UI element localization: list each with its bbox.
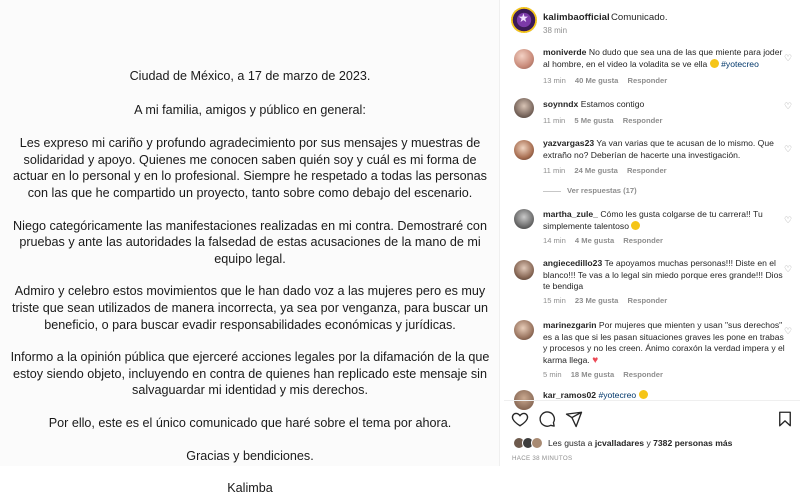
comment-text: No dudo que sea una de las que miente para joder al hombre, en el video la voladita se ve ella <box>543 47 783 69</box>
letter-paragraph-2: Niego categóricamente las manifestaciones realizadas en mi contra. Demostraré con pruebas y ante las autoridades la falsedad de estas acusaciones de la mano de mi equipo legal. <box>13 218 487 266</box>
share-icon <box>565 410 583 428</box>
comment-text: Te apoyamos muchas personas!!! Diste en el blanco!!! Te vas a lo legal sin miedo porque eres grande!!! Dios te bendiga <box>543 258 783 292</box>
commenter-username[interactable]: martha_zule_ <box>543 209 598 219</box>
like-comment-heart-icon[interactable]: ♡ <box>783 326 793 336</box>
liker-avatar <box>531 437 543 449</box>
comment-time: 15 min <box>543 296 566 305</box>
letter-paragraph-1: Les expreso mi cariño y profundo agradecimiento por sus mensajes y muestras de solidaridad y apoyo. Quienes me conocen saben quién soy y cuál es mi forma de actuar en lo personal y en lo profesional. Siempre he respetado a todas las personas con las que he compartido un proyecto, tanto sobre como debajo del escenario. <box>13 136 487 200</box>
statement-letter <box>0 68 500 497</box>
commenter-avatar[interactable] <box>514 140 534 160</box>
laughing-emoji-icon <box>710 59 719 68</box>
commenter-username[interactable]: moniverde <box>543 47 587 57</box>
comment-likes[interactable]: 24 Me gusta <box>574 166 618 175</box>
liker-username[interactable]: jcvalladares <box>594 438 645 448</box>
letter-date: Ciudad de México, a 17 de marzo de 2023. <box>129 69 371 83</box>
likers-avatars[interactable] <box>513 437 543 449</box>
comment-meta <box>543 296 674 305</box>
reply-button[interactable]: Responder <box>627 76 668 85</box>
commenter-avatar[interactable] <box>514 260 534 280</box>
praying-emoji-icon <box>639 390 648 399</box>
reply-button[interactable]: Responder <box>627 296 668 305</box>
commenter-avatar[interactable] <box>514 49 534 69</box>
like-comment-heart-icon[interactable]: ♡ <box>783 144 793 154</box>
comment-hashtag[interactable]: #yotecreo <box>721 58 759 69</box>
comment-button[interactable] <box>538 410 556 428</box>
comment-meta <box>543 116 669 125</box>
clapping-emoji-icon <box>631 221 640 230</box>
reply-button[interactable]: Responder <box>623 370 663 379</box>
caption-time: 38 min <box>543 26 568 35</box>
commenter-avatar[interactable] <box>514 320 534 340</box>
letter-closing: Gracias y bendiciones. <box>186 448 314 463</box>
heart-icon <box>511 410 529 428</box>
commenter-username[interactable]: angiecedillo23 <box>543 258 603 268</box>
share-button[interactable] <box>565 410 583 428</box>
view-replies-button[interactable]: Ver respuestas (17) <box>543 186 637 195</box>
comment-item <box>510 390 795 400</box>
comment-hashtag[interactable]: #yotecreo <box>598 390 637 400</box>
reply-button[interactable]: Responder <box>623 236 663 245</box>
comment-likes[interactable]: 4 Me gusta <box>574 236 615 245</box>
reply-button[interactable]: Responder <box>622 116 663 125</box>
comment-time: 13 min <box>543 76 566 85</box>
comment-text: Ya van varias que te acusan de lo mismo. Que extraño no? Deberían de hacerte una investigación. <box>543 138 774 160</box>
like-comment-heart-icon[interactable]: ♡ <box>783 215 793 225</box>
reply-button[interactable]: Responder <box>626 166 667 175</box>
likes-prefix: Les gusta a <box>548 438 593 448</box>
comment-icon <box>538 410 556 428</box>
comment-meta <box>543 370 670 379</box>
author-avatar[interactable] <box>511 7 537 33</box>
comment-body <box>543 138 788 161</box>
commenter-username[interactable]: marinezgarin <box>543 320 597 330</box>
commenter-username[interactable]: kar_ramos02 <box>543 390 597 400</box>
comment-meta <box>543 76 674 85</box>
actions-divider <box>504 400 800 401</box>
letter-greeting: A mi familia, amigos y público en general: <box>134 102 366 117</box>
letter-paragraph-5: Por ello, este es el único comunicado que haré sobre el tema por ahora. <box>48 415 452 430</box>
post-timestamp[interactable]: HACE 38 MINUTOS <box>512 455 573 462</box>
comment-meta <box>543 166 674 175</box>
likes-conjunction: y <box>646 438 651 448</box>
letter-signature: Kalimba <box>227 481 273 496</box>
comment-body <box>543 47 788 70</box>
comment-meta <box>543 236 670 245</box>
comment-likes[interactable]: 5 Me gusta <box>574 116 614 125</box>
commenter-username[interactable]: yazvargas23 <box>543 138 595 148</box>
bookmark-icon <box>776 410 794 428</box>
comment-likes[interactable]: 40 Me gusta <box>574 76 619 85</box>
letter-paragraph-4: Informo a la opinión pública que ejerceré acciones legales por la difamación de la que estoy siendo objeto, incluyendo en contra de quienes han replicado este mensaje sin salvaguardar mi identidad y mis derechos. <box>10 350 490 398</box>
comment-likes[interactable]: 23 Me gusta <box>574 296 619 305</box>
commenter-avatar[interactable] <box>514 98 534 118</box>
likes-summary[interactable] <box>548 438 732 448</box>
comment-time: 5 min <box>543 370 562 379</box>
comment-time: 11 min <box>543 166 566 175</box>
like-comment-heart-icon[interactable]: ♡ <box>783 53 793 63</box>
comment-time: 14 min <box>543 236 566 245</box>
save-button[interactable] <box>776 410 794 428</box>
like-comment-heart-icon[interactable]: ♡ <box>783 264 793 274</box>
like-comment-heart-icon[interactable]: ♡ <box>783 101 793 111</box>
caption-text: Comunicado. <box>611 12 668 23</box>
comment-body <box>543 320 788 366</box>
author-username[interactable]: kalimbaofficial <box>543 12 610 23</box>
comment-likes[interactable]: 18 Me gusta <box>570 370 615 379</box>
commenter-username[interactable]: soynndx <box>543 99 579 109</box>
comment-text: Estamos contigo <box>580 99 645 109</box>
likes-count[interactable]: 7382 personas más <box>653 438 733 448</box>
letter-paragraph-3: Admiro y celebro estos movimientos que le han dado voz a las mujeres pero es muy triste que sean utilizados de manera incorrecta, ya sea por venganza, para buscar un beneficio, o para buscar evadir responsabilidades económicas y jurídicas. <box>11 284 489 332</box>
red-heart-emoji-icon: ♥ <box>592 354 599 366</box>
like-button[interactable] <box>511 410 529 428</box>
comment-time: 11 min <box>543 116 566 125</box>
comment-body <box>543 99 788 111</box>
commenter-avatar[interactable] <box>514 209 534 229</box>
comment-text: Cómo les gusta colgarse de tu carrera!! Tu simplemente talentoso <box>543 209 763 231</box>
comment-text: Por mujeres que mienten y usan "sus derechos" es a las que si les pasan situaciones graves les pone en trabas y procesos y no les creen. Ánimo coraxón la verdad impera y el karma llega. <box>543 320 785 365</box>
comment-body <box>543 258 788 293</box>
comment-body <box>543 209 788 232</box>
